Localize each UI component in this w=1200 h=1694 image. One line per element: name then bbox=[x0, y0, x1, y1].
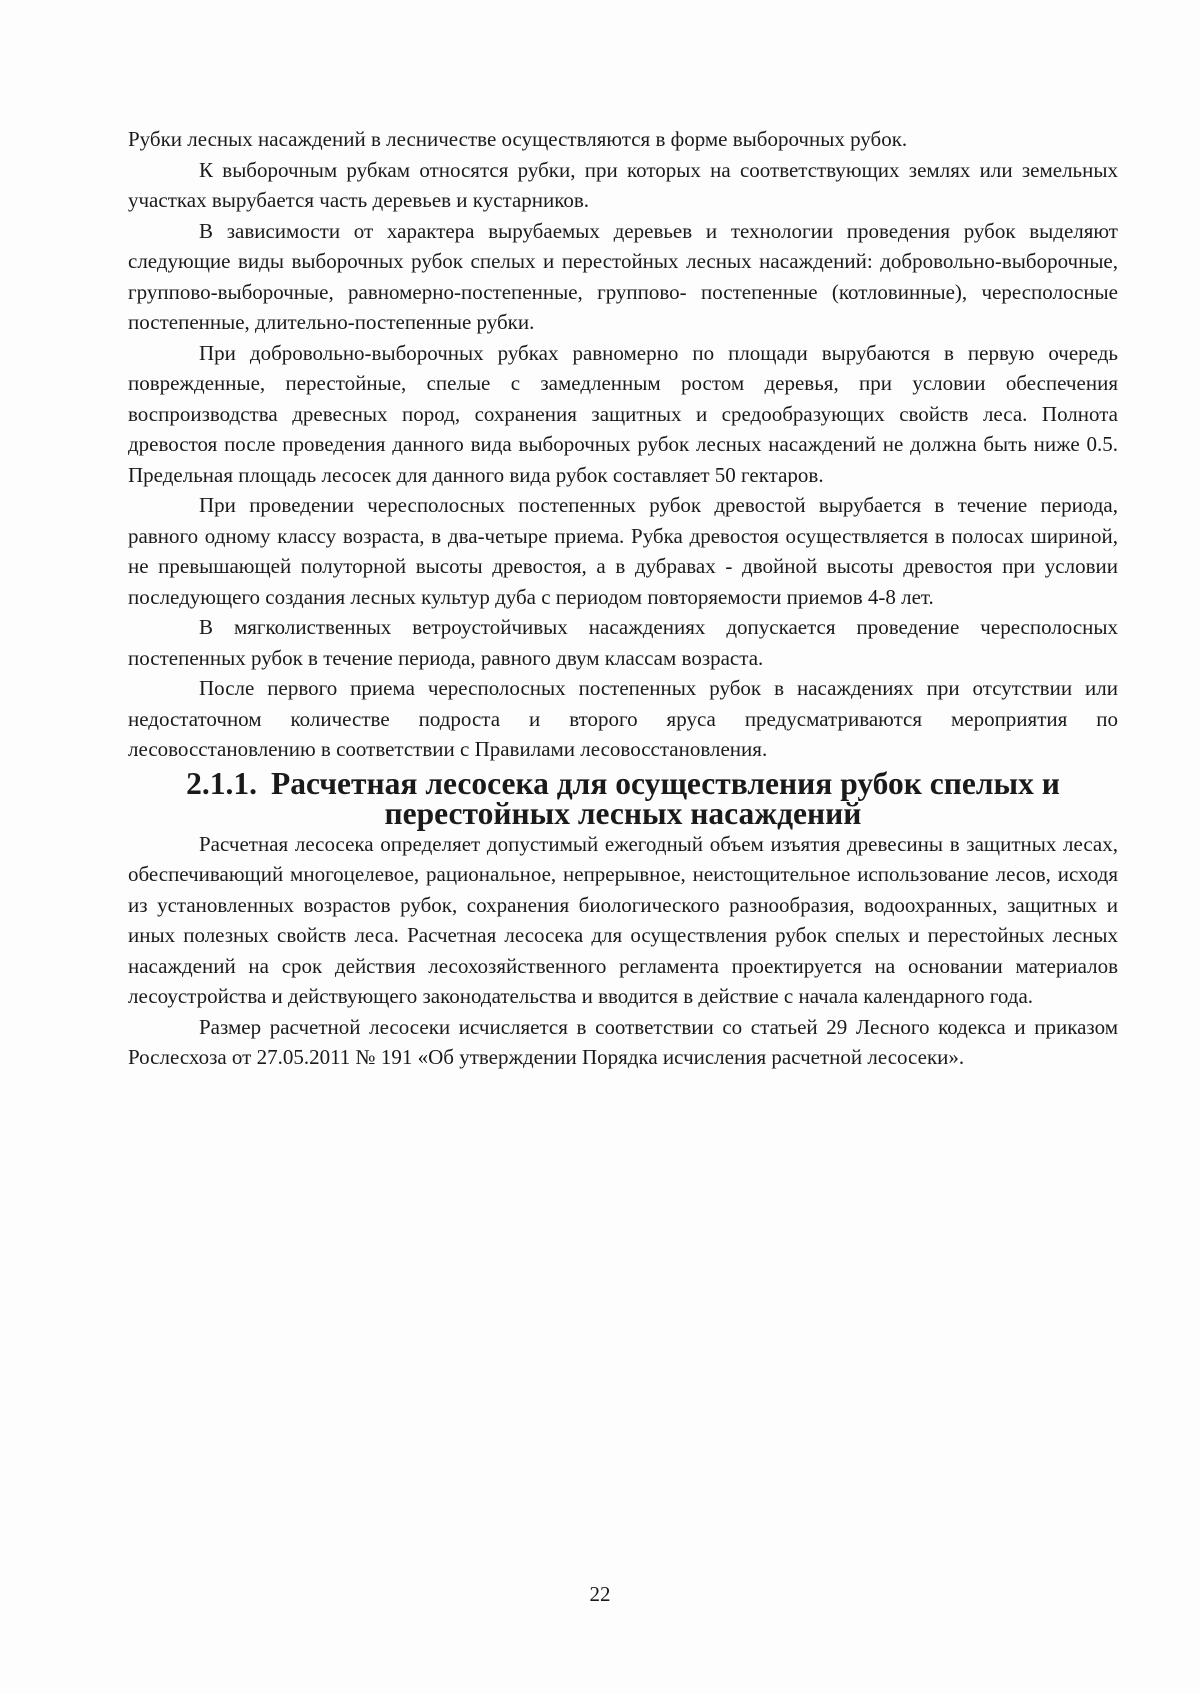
section-number: 2.1.1. bbox=[186, 765, 257, 801]
paragraph: Расчетная лесосека определяет допустимый ежегодный объем изъятия древесины в защитных лесах, обеспечивающий многоцелевое, рациональное, непрерывное, неистощительное использование лесов, исходя из установленных возрастов рубок, сохранения биологического разнообразия, водоохранных, защитных и иных полезных свойств леса. Расчетная лесосека для осуществления рубок спелых и перестойных лесных насаждений на срок действия лесохозяйственного регламента проектируется на основании материалов лесоустройства и действующего законодательства и вводится в действие с начала календарного года. bbox=[128, 831, 1118, 1008]
paragraph: К выборочным рубкам относятся рубки, при которых на соответствующих землях или земельных участках вырубается часть деревьев и кустарников. bbox=[128, 157, 1118, 212]
section-title: Расчетная лесосека для осуществления рубок спелых и перестойных лесных насаждений bbox=[270, 765, 1060, 831]
paragraph: Размер расчетной лесосеки исчисляется в соответствии со статьей 29 Лесного кодекса и приказом Рослесхоза от 27.05.2011 № 191 «Об утверждении Порядка исчисления расчетной лесосеки». bbox=[128, 1014, 1118, 1069]
paragraph: При добровольно-выборочных рубках равномерно по площади вырубаются в первую очередь поврежденные, перестойные, спелые с замедленным ростом деревья, при условии обеспечения воспроизводства древесных пород, сохранения защитных и средообразующих свойств леса. Полнота древостоя после проведения данного вида выборочных рубок лесных насаждений не должна быть ниже 0.5. Предельная площадь лесосек для данного вида рубок составляет 50 гектаров. bbox=[128, 340, 1118, 487]
page-number: 22 bbox=[589, 1582, 611, 1606]
section-heading bbox=[128, 765, 1118, 831]
page-body bbox=[128, 124, 1118, 1073]
paragraph: Рубки лесных насаждений в лесничестве осуществляются в форме выборочных рубок. bbox=[128, 127, 908, 151]
paragraph: В мягколиственных ветроустойчивых насаждениях допускается проведение чересполосных постепенных рубок в течение периода, равного двум классам возраста. bbox=[128, 615, 1118, 670]
paragraph: В зависимости от характера вырубаемых деревьев и технологии проведения рубок выделяют следующие виды выборочных рубок спелых и перестойных лесных насаждений: добровольно-выборочные, группово-выборочные, равномерно-постепенные, группово- постепенные (котловинные), чересполосные постепенные, длительно-постепенные рубки. bbox=[128, 218, 1118, 334]
paragraph: После первого приема чересполосных постепенных рубок в насаждениях при отсутствии или недостаточном количестве подроста и второго яруса предусматриваются мероприятия по лесовосстановлению в соответствии с Правилами лесовосстановления. bbox=[128, 676, 1118, 761]
paragraph: При проведении чересполосных постепенных рубок древостой вырубается в течение периода, равного одному классу возраста, в два-четыре приема. Рубка древостоя осуществляется в полосах шириной, не превышающей полуторной высоты древостоя, а в дубравах - двойной высоты древостоя при условии последующего создания лесных культур дуба с периодом повторяемости приемов 4-8 лет. bbox=[128, 493, 1118, 609]
